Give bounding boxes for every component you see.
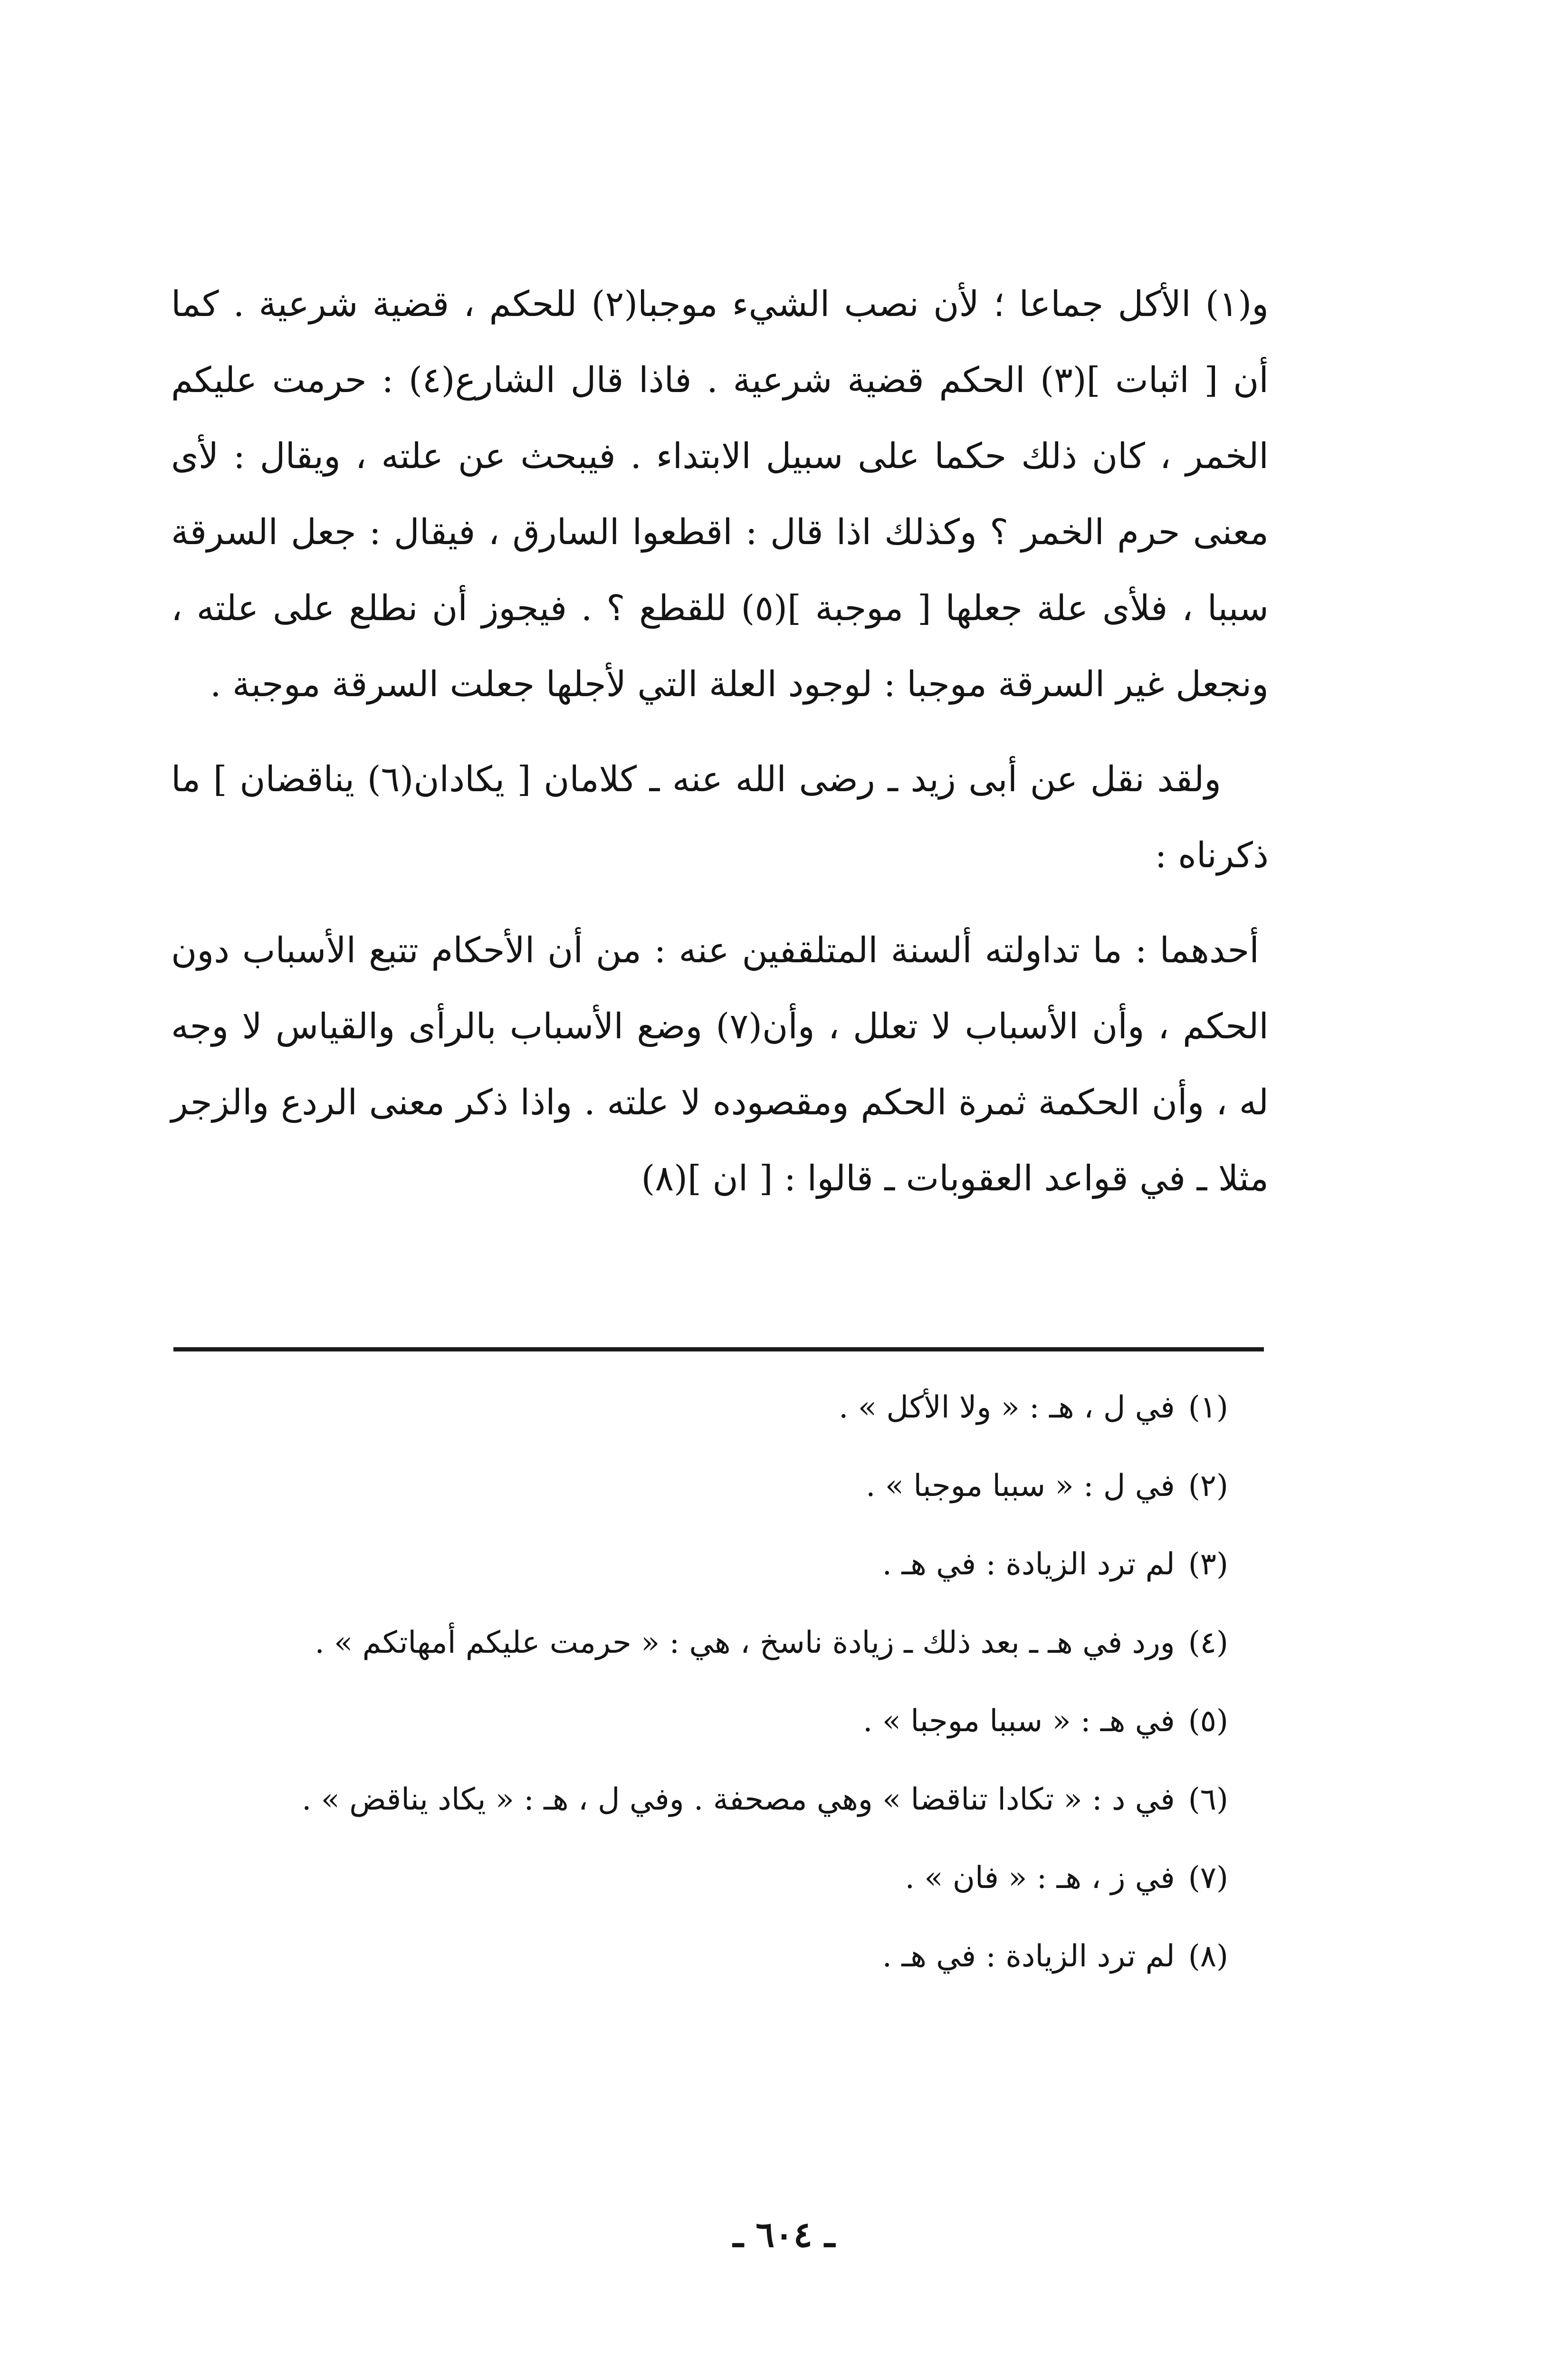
- footnote: [171, 1613, 1269, 1673]
- footnote: [171, 1535, 1269, 1594]
- footnote-separator: [173, 1347, 1264, 1351]
- footnote-number: (٧): [1188, 1860, 1228, 1896]
- paragraph: و(١) الأكل جماعا ؛ لأن نصب الشيء موجبا(٢) للحكم ، قضية شرعية . كما أن [ اثبات ](٣) الحكم قضية شرعية . فاذا قال الشارع(٤) : حرمت عليكم الخمر ، كان ذلك حكما على سبيل الابتداء . فيبحث عن علته ، ويقال : لأى معنى حرم الخمر ؟ وكذلك اذا قال : اقطعوا السارق ، فيقال : جعل السرقة سببا ، فلأى علة جعلها [ موجبة ](٥) للقطع ؟ . فيجوز أن نطلع على علته ، ونجعل غير السرقة موجبا : لوجود العلة التي لأجلها جعلت السرقة موجبة .: [171, 284, 1269, 705]
- footnote: [171, 1770, 1269, 1830]
- main-text: [171, 266, 1269, 1217]
- footnote-text: في ل : « سببا موجبا » .: [866, 1468, 1175, 1504]
- footnote-text: في ل ، هـ : « ولا الأكل » .: [839, 1390, 1175, 1425]
- footnote-text: لم ترد الزيادة : في هـ .: [882, 1547, 1175, 1582]
- footnote-text: لم ترد الزيادة : في هـ .: [882, 1939, 1175, 1974]
- footnote-text: في هـ : « سببا موجبا » .: [863, 1704, 1175, 1739]
- footnote-number: (٥): [1188, 1704, 1228, 1739]
- footnote-number: (٣): [1188, 1547, 1228, 1582]
- footnote: [171, 1927, 1269, 1986]
- footnote-number: (٤): [1188, 1625, 1228, 1660]
- footnotes: [171, 1378, 1269, 2005]
- footnote-number: (٢): [1188, 1468, 1228, 1504]
- footnote: [171, 1378, 1269, 1437]
- footnote-number: (٦): [1188, 1782, 1228, 1817]
- paragraph: ولقد نقل عن أبى زيد ـ رضى الله عنه ـ كلامان [ يكادان(٦) يناقضان ] ما ذكرناه :: [171, 759, 1269, 876]
- footnote: [171, 1456, 1269, 1516]
- footnote-text: ورد في هـ ـ بعد ذلك ـ زيادة ناسخ ، هي : « حرمت عليكم أمهاتكم » .: [315, 1625, 1175, 1660]
- footnote: [171, 1692, 1269, 1751]
- paragraph: أحدهما : ما تداولته ألسنة المتلقفين عنه : من أن الأحكام تتبع الأسباب دون الحكم ، وأن الأسباب لا تعلل ، وأن(٧) وضع الأسباب بالرأى والقياس لا وجه له ، وأن الحكمة ثمرة الحكم ومقصوده لا علته . واذا ذكر معنى الردع والزجر مثلا ـ في قواعد العقوبات ـ قالوا : [ ان ](٨): [171, 930, 1269, 1199]
- page-number: ـ ٦٠٤ ـ: [733, 2214, 835, 2255]
- footnote-number: (٨): [1188, 1939, 1228, 1974]
- footnote-text: في ز ، هـ : « فان » .: [905, 1860, 1175, 1896]
- footnote-number: (١): [1188, 1390, 1228, 1425]
- footnote-text: في د : « تكادا تناقضا » وهي مصحفة . وفي ل ، هـ : « يكاد يناقض » .: [302, 1782, 1175, 1817]
- footnote: [171, 1849, 1269, 1908]
